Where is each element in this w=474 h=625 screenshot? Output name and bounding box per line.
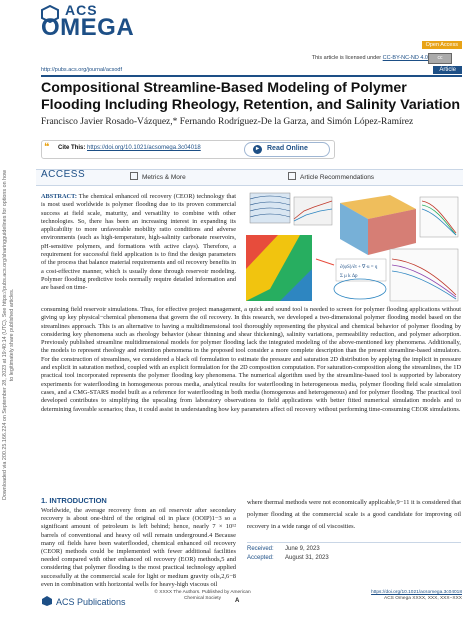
download-side-note: [2, 170, 20, 500]
license-link[interactable]: CC-BY-NC-ND 4.0: [382, 55, 428, 61]
doi-link[interactable]: https://doi.org/10.1021/acsomega.3c04018: [87, 145, 201, 151]
license-line: [312, 55, 428, 61]
page-number: A: [235, 598, 240, 604]
abstract-col-text: The chemical enhanced oil recovery (CEOR) technology that is most used worldwide is polymer flooding due to its proven commercial success at field scale, maturity, and versatility to combine with other technologies. So, there has been an increasing interest in expanding its applicability to more unfavorable mobility ratio conditions and adverse environments (such as high-temperature, high-salinity carbonate reservoirs, pH-sensitive polymers, and formations with active clays). Therefore, a requirement for successful field application is to find the design parameters of the process that balance material requirements and oil recovery benefits in a cost-effective manner, which is usually done through reservoir modeling. Polymer flooding predictive tools normally require detailed information and are based on time-: [41, 193, 237, 292]
publisher-logo[interactable]: [41, 592, 126, 610]
intro-left-column: Worldwide, the average recovery from an oil reservoir after secondary recovery is about one-third of the original oil in place (OOIP)1−3 so a significant amount of petroleum is left behind; hence, nearly 7 × 10¹² barrels of conventional and heavy oil will remain underground.4 Because many oil fields have been waterflooded, chemical enhanced oil recovery (CEOR) methods could be implemented with fewer additional facilities needed compared with other enhanced oil recovery (EOR) methods,5 and considering that polymer flooding is the most practical technology applied successfully at the commercial scale for light or medium gravity oils,2,6−8 even in combination with horizontal wells for heavy-high viscous oil: [41, 507, 236, 588]
cite-label: Cite This:: [58, 145, 86, 151]
footer-citation: [352, 590, 462, 602]
svg-text:∂(φS)/∂t + ∇·u = q: ∂(φS)/∂t + ∇·u = q: [340, 265, 378, 270]
publisher-name: ACS Publications: [56, 597, 126, 607]
access-label: ACCESS: [41, 169, 86, 180]
footer-journal: ACS Omega XXXX, XXX, XXX−XXX: [384, 596, 462, 601]
acs-publications-icon: [41, 595, 53, 607]
dates-block: [247, 545, 461, 563]
download-side-note-text: Downloaded via 200.25.166.224 on September 28, 2023 at 19:40:14 (UTC). See https://pubs.acs.org/sharingguidelines for options on how to legitimately share published articles.: [2, 170, 15, 500]
journal-logo[interactable]: [41, 3, 134, 39]
publisher-block: [41, 597, 126, 607]
brand-bottom: OMEGA: [41, 14, 135, 41]
read-online-label: Read Online: [267, 145, 308, 152]
read-online-button[interactable]: [244, 142, 330, 157]
read-online-icon: ▸: [253, 145, 262, 154]
journal-url[interactable]: http://pubs.acs.org/journal/acsodf: [41, 67, 123, 73]
accepted-date: August 31, 2023: [285, 555, 329, 561]
license-text: This article is licensed under: [311, 55, 382, 61]
saturation-map-icon: [246, 235, 312, 301]
acs-hexagon-icon: [40, 5, 60, 23]
quote-icon: ❝: [44, 142, 50, 153]
received-label: Received:: [247, 546, 274, 552]
footer-doi-link[interactable]: https://doi.org/10.1021/acsomega.3c04018: [371, 590, 462, 595]
metrics-link[interactable]: [130, 172, 186, 181]
dates-rule-top: [247, 542, 461, 543]
header-rule: [41, 75, 462, 77]
intro-right-column: where thermal methods were not economically applicable,9−11 it is considered that polymer flooding at the commercial scale is a good candidate for improving oil recovery in a wide range of oil viscosities.: [247, 499, 461, 530]
open-access-badge: Open Access: [422, 41, 462, 49]
article-type-tag: Article: [433, 66, 462, 74]
abstract-continued: consuming field reservoir simulations. Thus, for effective project management, a quick and sound tool is needed to screen for polymer flooding applications without giving up key physical−chemical phenomena that govern the oil recovery. In this research, we developed a two-dimensional polymer flooding model based on the streamlines approach. This is an alternative to having a multidimensional tool thoroughly representing the physical and chemical behavior of polymer flooding by considering key phenomena such as rheology behavior (shear thinning and shear thickening), salinity variations, permeability reduction, and polymer adsorption. Previously published streamline multidimensional models for polymer flooding lack the integrated modeling of the above-mentioned key phenomena. Additionally, the models to represent rheology and retention phenomena in the proposed tool consider a more complete description than the present streamline-based simulators. For the construction of streamlines, we considered a black oil formulation to estimate the pressure and saturation 2D distribution by applying the implicit in pressure and explicit in saturation method, coupled with an explicit formulation for the 2D composition computation. For saturation-composition along the streamlines, the 1D practical tool incorporated represents the polymer flooding key phenomena. The numerical algorithm used by the streamline-based tool is supported by laboratory experiments for waterflooding in homogeneous porous media, analytical results for waterflooding in heterogeneous media, polymer flooding field scale simulation cases, and a CMG-STARS model built as a reference for waterflooding in both media (homogenous and heterogeneous) and for polymer flooding. The practical tool developed contributes to simplifying the upscaling from laboratory observations to field applications with better fitted numerical simulation models and to determining favorable scenarios; thus, it could assist in understanding how key parameters affect oil recovery without performing time-consuming CEOR simulations.: [41, 306, 461, 413]
metrics-label: Metrics & More: [142, 174, 186, 181]
abstract-label: ABSTRACT:: [41, 193, 77, 200]
copyright-note: © XXXX The Authors. Published by American Chemical Society: [154, 590, 251, 601]
recommendations-link[interactable]: [288, 172, 374, 181]
received-date: June 9, 2023: [285, 546, 320, 552]
recovery-curve-icon: [420, 197, 458, 237]
toc-graphic: [240, 189, 462, 309]
viscosity-curve-icon: [390, 249, 458, 301]
recommendations-label: Article Recommendations: [300, 174, 375, 181]
cite-line: [58, 145, 201, 151]
paper-title: Compositional Streamline-Based Modeling of Polymer Flooding Including Rheology, Retention, and Salinity Variation: [41, 80, 461, 113]
equations-panel-icon: [336, 259, 386, 281]
access-bar: [36, 169, 463, 186]
section-heading: 1. INTRODUCTION: [41, 496, 107, 505]
svg-text:Σ μ k Δp: Σ μ k Δp: [340, 274, 358, 279]
abstract-column: [41, 193, 236, 293]
brand-top: ACS: [65, 2, 98, 18]
recommendations-icon: [288, 172, 296, 180]
received-row: [247, 545, 461, 554]
author-list: Francisco Javier Rosado-Vázquez,* Fernando Rodríguez-De la Garza, and Simón López-Ramírez: [41, 117, 414, 127]
accepted-label: Accepted:: [247, 555, 274, 561]
cc-license-icon[interactable]: cc: [428, 53, 452, 64]
accepted-row: [247, 554, 461, 563]
metrics-icon: [130, 172, 138, 180]
